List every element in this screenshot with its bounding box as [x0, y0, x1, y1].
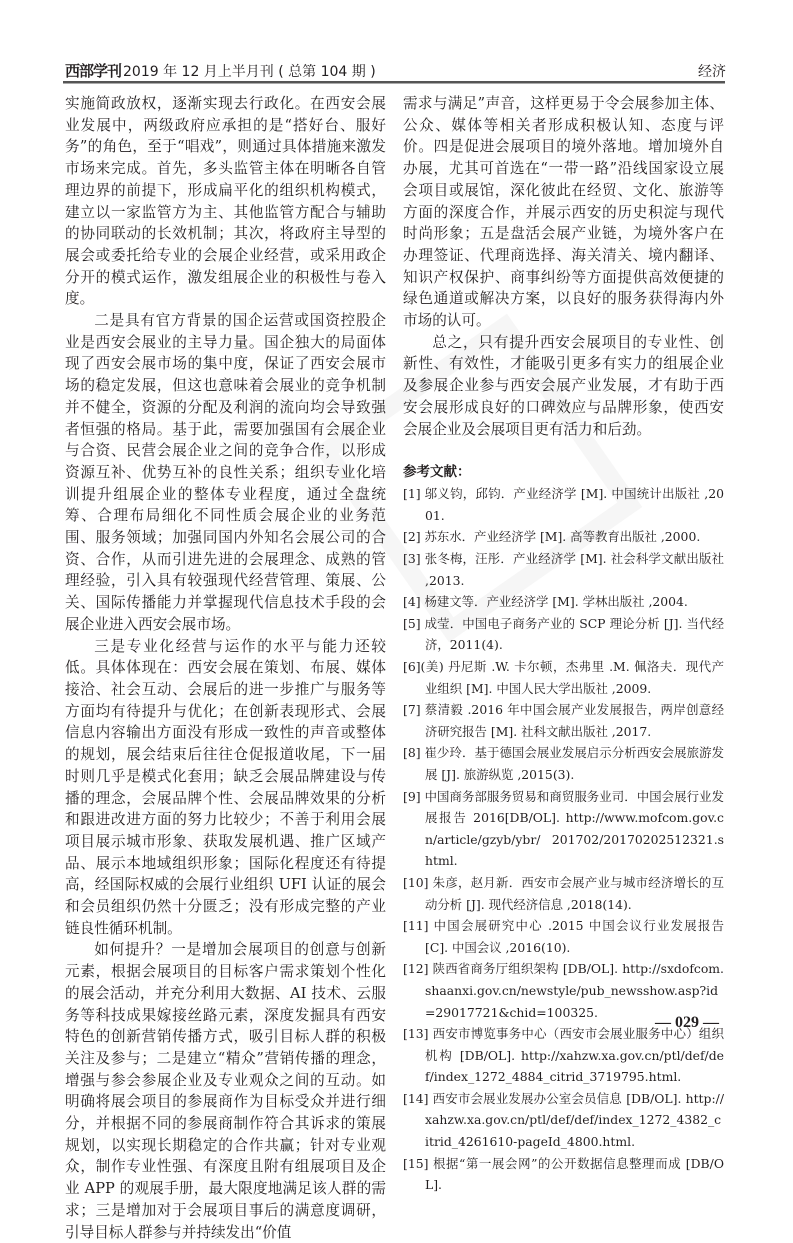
reference-item: [3] 张冬梅，汪彤．产业经济学 [M]. 社会科学文献出版社 ,2013. — [403, 551, 724, 588]
body-paragraph: 三是专业化经营与运作的水平与能力还较低。具体体现在：西安会展在策划、布展、媒体接洽、社会互动、会展后的进一步推广与服务等方面均有待提升与优化；在创新表现形式、会展信息内容输出方面没有形成一致性的声音或整体的规划，展会结束后往往仓促报道收尾，下一届时则几乎是模式化套用；缺乏会展品牌建设与传播的理念，会展品牌个性、会展品牌效果的分析和跟进改进方面的努力比较少；不善于利用会展项目展示城市形象、获取发展机遇、推广区域产品、展示本地域组织形象；国际化程度还有待提高，经国际权威的会展行业组织 UFI 认证的展会和会员组织仍然十分匮乏；没有形成完整的产业链良性循环机制。 — [65, 637, 386, 937]
body-paragraph: 如何提升？一是增加会展项目的创意与创新元素，根据会展项目的目标客户需求策划个性化的展会活动，并充分利用大数据、AI 技术、云服务等科技成果嫁接丝路元素，深度发掘具有西安特色的创新营销传播方式，吸引目标人群的积极关注及参与；二是建立“精众”营销传播的理念，增强与参会参展企业及专业观众之间的互动。如明确将展会项目的参展商作为目标受众并进行细分，并根据不同的参展商制作符合其诉求的策展规划，以实现长期稳定的合作共赢；针对专业观众，制作专业性强、有深度且附有组展项目及企业 APP 的观展手册，最大限度地满足该人群的需求；三是增加对于会展项目事后的满意度调研，引导目标人群参与并持续发出“价值 — [65, 941, 386, 1241]
running-header — [65, 60, 376, 81]
reference-item: [9] 中国商务部服务贸易和商贸服务业司．中国会展行业发展报告 2016[DB/OL]. http://www.mofcom.gov.cn/article/gzyb/ybr/ 201702/20170202512321.shtml. — [403, 788, 724, 869]
issue-info: 2019 年 12 月上半月刊 ( 总第 104 期 ) — [123, 64, 376, 80]
reference-item: [13] 西安市博览事务中心（西安市会展业服务中心）组织机构 [DB/OL]. http://xahzw.xa.gov.cn/ptl/def/def/index_1272_4884_citrid_3719795.html. — [403, 1026, 724, 1085]
reference-item: [1] 邬义钧，邱钧．产业经济学 [M]. 中国统计出版社 ,2001. — [403, 486, 724, 523]
header-divider — [63, 81, 725, 84]
reference-item: [6](美) 丹尼斯 .W. 卡尔顿，杰弗里 .M. 佩洛夫．现代产业组织 [M]. 中国人民大学出版社 ,2009. — [403, 659, 724, 696]
body-paragraph: 需求与满足”声音，这样更易于令会展参加主体、公众、媒体等相关者形成积极认知、态度与评价。四是促进会展项目的境外落地。增加境外自办展，尤其可首选在“一带一路”沿线国家设立展会项目或展馆，深化彼此在经贸、文化、旅游等方面的深度合作，并展示西安的历史积淀与现代时尚形象；五是盘活会展产业链，为境外客户在办理签证、代理商选择、海关清关、境内翻译、知识产权保护、商事纠纷等方面提供高效便捷的绿色通道或解决方案，以良好的服务获得海内外市场的认可。 — [403, 95, 724, 330]
reference-item: [14] 西安市会展业发展办公室会员信息 [DB/OL]. http://xahzw.xa.gov.cn/ptl/def/def/index_1272_4382_citrid_4261610-pageId_4800.html. — [403, 1090, 724, 1150]
section-label: 经济 — [698, 64, 726, 80]
left-column — [65, 93, 386, 1243]
reference-item: [5] 成莹．中国电子商务产业的 SCP 理论分析 [J]. 当代经济，2011(4). — [403, 615, 724, 653]
reference-item: [12] 陕西省商务厅组织架构 [DB/OL]. http://sxdofcom.shaanxi.gov.cn/newstyle/pub_newsshow.asp?id=29017721&chid=100325. — [403, 961, 724, 1020]
reference-item: [8] 崔少玲．基于德国会展业发展启示分析西安会展旅游发展 [J]. 旅游纵览 ,2015(3). — [403, 745, 724, 782]
body-paragraph: 总之，只有提升西安会展项目的专业性、创新性、有效性，才能吸引更多有实力的组展企业及参展企业参与西安会展产业发展，才有助于西安会展形成良好的口碑效应与品牌形象，使西安会展企业及会展项目更有活力和后劲。 — [403, 333, 724, 438]
reference-item: [4] 杨建文等．产业经济学 [M]. 学林出版社 ,2004. — [403, 594, 688, 610]
page-number: — 029 — — [655, 1014, 719, 1031]
reference-item: [15] 根据“第一展会网”的公开数据信息整理而成 [DB/OL]. — [403, 1155, 724, 1193]
body-paragraph: 实施简政放权，逐渐实现去行政化。在西安会展业发展中，两级政府应承担的是“搭好台、服好务”的角色，至于“唱戏”，则通过具体措施来激发市场来完成。首先，多头监管主体在明晰各自管理边界的前提下，形成扁平化的组织机构模式，建立以一家监管方为主、其他监管方配合与辅助的协同联动的长效机制；其次，将政府主导型的展会或委托给专业的会展企业经营，或采用政企分开的模式运作，激发组展企业的积极性与卷入度。 — [65, 95, 386, 308]
reference-item: [10] 朱彦，赵月新．西安市会展产业与城市经济增长的互动分析 [J]. 现代经济信息 ,2018(14). — [403, 874, 724, 912]
body-paragraph: 二是具有官方背景的国企运营或国资控股企业是西安会展业的主导力量。国企独大的局面体现了西安会展市场的集中度，保证了西安会展市场的稳定发展，但这也意味着会展业的竞争机制并不健全，资源的分配及利润的流向均会导致强者恒强的格局。基于此，需要加强国有会展企业与合资、民营会展企业之间的竞争合作，以形成资源互补、优势互补的良性关系；组织专业化培训提升组展企业的整体专业程度，通过全盘统筹、合理布局细化不同性质会展企业的业务范围、服务领域；加强同国内外知名会展公司的合资、合作，从而引进先进的会展理念、成熟的管理经验，引入具有较强现代经营管理、策展、公关、国际传播能力并掌握现代信息技术手段的会展企业进入西安会展市场。 — [65, 312, 386, 633]
reference-item: [2] 苏东水．产业经济学 [M]. 高等教育出版社 ,2000. — [403, 529, 701, 545]
reference-item: [11] 中国会展研究中心 .2015 中国会议行业发展报告 [C]. 中国会议 ,2016(10). — [403, 918, 724, 955]
references-list — [403, 483, 724, 1196]
journal-logo: 西部学刊 — [65, 62, 122, 80]
references-heading: 参考文献： — [403, 464, 471, 481]
reference-item: [7] 蔡清毅 .2016 年中国会展产业发展报告，两岸创意经济研究报告 [M]. 社科文献出版社 ,2017. — [403, 702, 724, 739]
